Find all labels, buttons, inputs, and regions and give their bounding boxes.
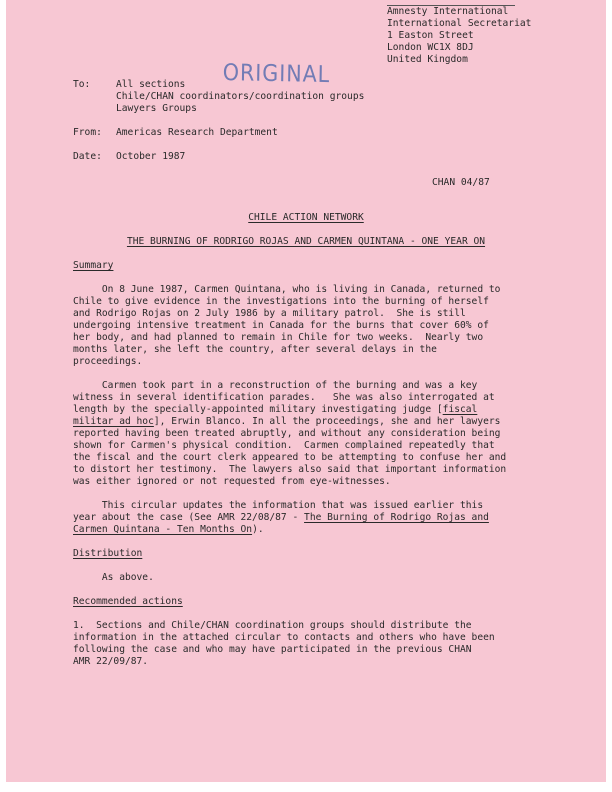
address-line: International Secretariat <box>387 18 532 29</box>
to-line: Lawyers Groups <box>116 103 197 114</box>
recommended-actions-heading-text: Recommended actions <box>73 596 183 607</box>
network-title <box>6 212 606 224</box>
from-label: From: <box>73 127 102 138</box>
date-value: October 1987 <box>116 151 186 162</box>
recommended-actions-heading <box>73 596 183 608</box>
paragraph-line: undergoing intensive treatment in Canada for the burns that cover 60% of <box>73 320 489 331</box>
paragraph-line: 1. Sections and Chile/CHAN coordination groups should distribute the <box>73 620 472 631</box>
to-label: To: <box>73 79 91 90</box>
paragraph-line: Chile to give evidence in the investigations into the burning of herself <box>73 296 489 307</box>
paragraph-line: months later, she left the country, after several delays in the <box>73 344 437 355</box>
paragraph-1 <box>73 284 521 368</box>
underlined-term: fiscal <box>442 404 478 415</box>
paragraph-line: the fiscal and the court clerk appeared to be attempting to confuse her and <box>73 452 507 463</box>
cited-title: Carmen Quintana - Ten Months On <box>73 524 253 535</box>
network-title-text: CHILE ACTION NETWORK <box>248 212 364 223</box>
paragraph-line: following the case and who may have participated in the previous CHAN <box>73 644 472 655</box>
underlined-term: militar ad hoc <box>73 416 154 427</box>
paragraph-line: her body, and had planned to remain in Chile for two weeks. Nearly two <box>73 332 484 343</box>
paragraph-line: proceedings. <box>73 356 143 367</box>
to-line: Chile/CHAN coordinators/coordination groups <box>116 91 365 102</box>
distribution-heading <box>73 548 142 560</box>
paragraph-line: On 8 June 1987, Carmen Quintana, who is living in Canada, returned to <box>73 284 501 295</box>
text-span: ). <box>252 524 264 535</box>
distribution-heading-text: Distribution <box>73 548 143 559</box>
paragraph-line: AMR 22/09/87. <box>73 656 149 667</box>
paragraph-2 <box>73 380 521 488</box>
paragraph-line <box>73 524 521 536</box>
paragraph-line: Carmen took part in a reconstruction of the burning and was a key <box>73 380 478 391</box>
reference-number: CHAN 04/87 <box>432 177 490 188</box>
paragraph-3 <box>73 500 521 536</box>
text-span: ], Erwin Blanco. In all the proceedings, she and her lawyers <box>153 416 501 427</box>
summary-heading-text: Summary <box>73 260 114 271</box>
text-span: year about the case (See AMR 22/08/87 - <box>73 512 305 523</box>
paragraph-line: As above. <box>73 572 154 583</box>
paragraph-line: was either ignored or not requested from eye-witnesses. <box>73 476 391 487</box>
text-span: length by the specially-appointed military investigating judge [ <box>73 404 443 415</box>
distribution-text <box>73 572 521 584</box>
address-line: 1 Easton Street <box>387 30 474 41</box>
paragraph-line <box>73 416 521 428</box>
cited-title: The Burning of Rodrigo Rojas and <box>304 512 489 523</box>
paragraph-line: to distort her testimony. The lawyers also said that important information <box>73 464 507 475</box>
paragraph-line: witness in several identification parades. She was also interrogated at <box>73 392 495 403</box>
paragraph-line: information in the attached circular to contacts and others who have been <box>73 632 495 643</box>
from-value: Americas Research Department <box>116 127 278 138</box>
address-line: Amnesty International <box>387 6 509 17</box>
document-page <box>6 0 606 782</box>
main-title-text: THE BURNING OF RODRIGO ROJAS AND CARMEN QUINTANA - ONE YEAR ON <box>126 236 486 247</box>
paragraph-line: reported having been treated abruptly, and without any consideration being <box>73 428 501 439</box>
paragraph-line: This circular updates the information that was issued earlier this <box>73 500 484 511</box>
paragraph-line <box>73 404 521 416</box>
address-line: United Kingdom <box>387 54 468 65</box>
to-line: All sections <box>116 79 186 90</box>
summary-heading <box>73 260 113 272</box>
paragraph-line: shown for Carmen's physical condition. Carmen complained repeatedly that <box>73 440 495 451</box>
main-title <box>6 236 606 248</box>
paragraph-line <box>73 512 521 524</box>
sender-address <box>387 6 531 66</box>
date-label: Date: <box>73 151 102 162</box>
address-line: London WC1X 8DJ <box>387 42 474 53</box>
paragraph-line: and Rodrigo Rojas on 2 July 1986 by a military patrol. She is still <box>73 308 466 319</box>
original-stamp: ORIGINAL <box>222 60 331 89</box>
paragraph-4 <box>73 620 521 668</box>
